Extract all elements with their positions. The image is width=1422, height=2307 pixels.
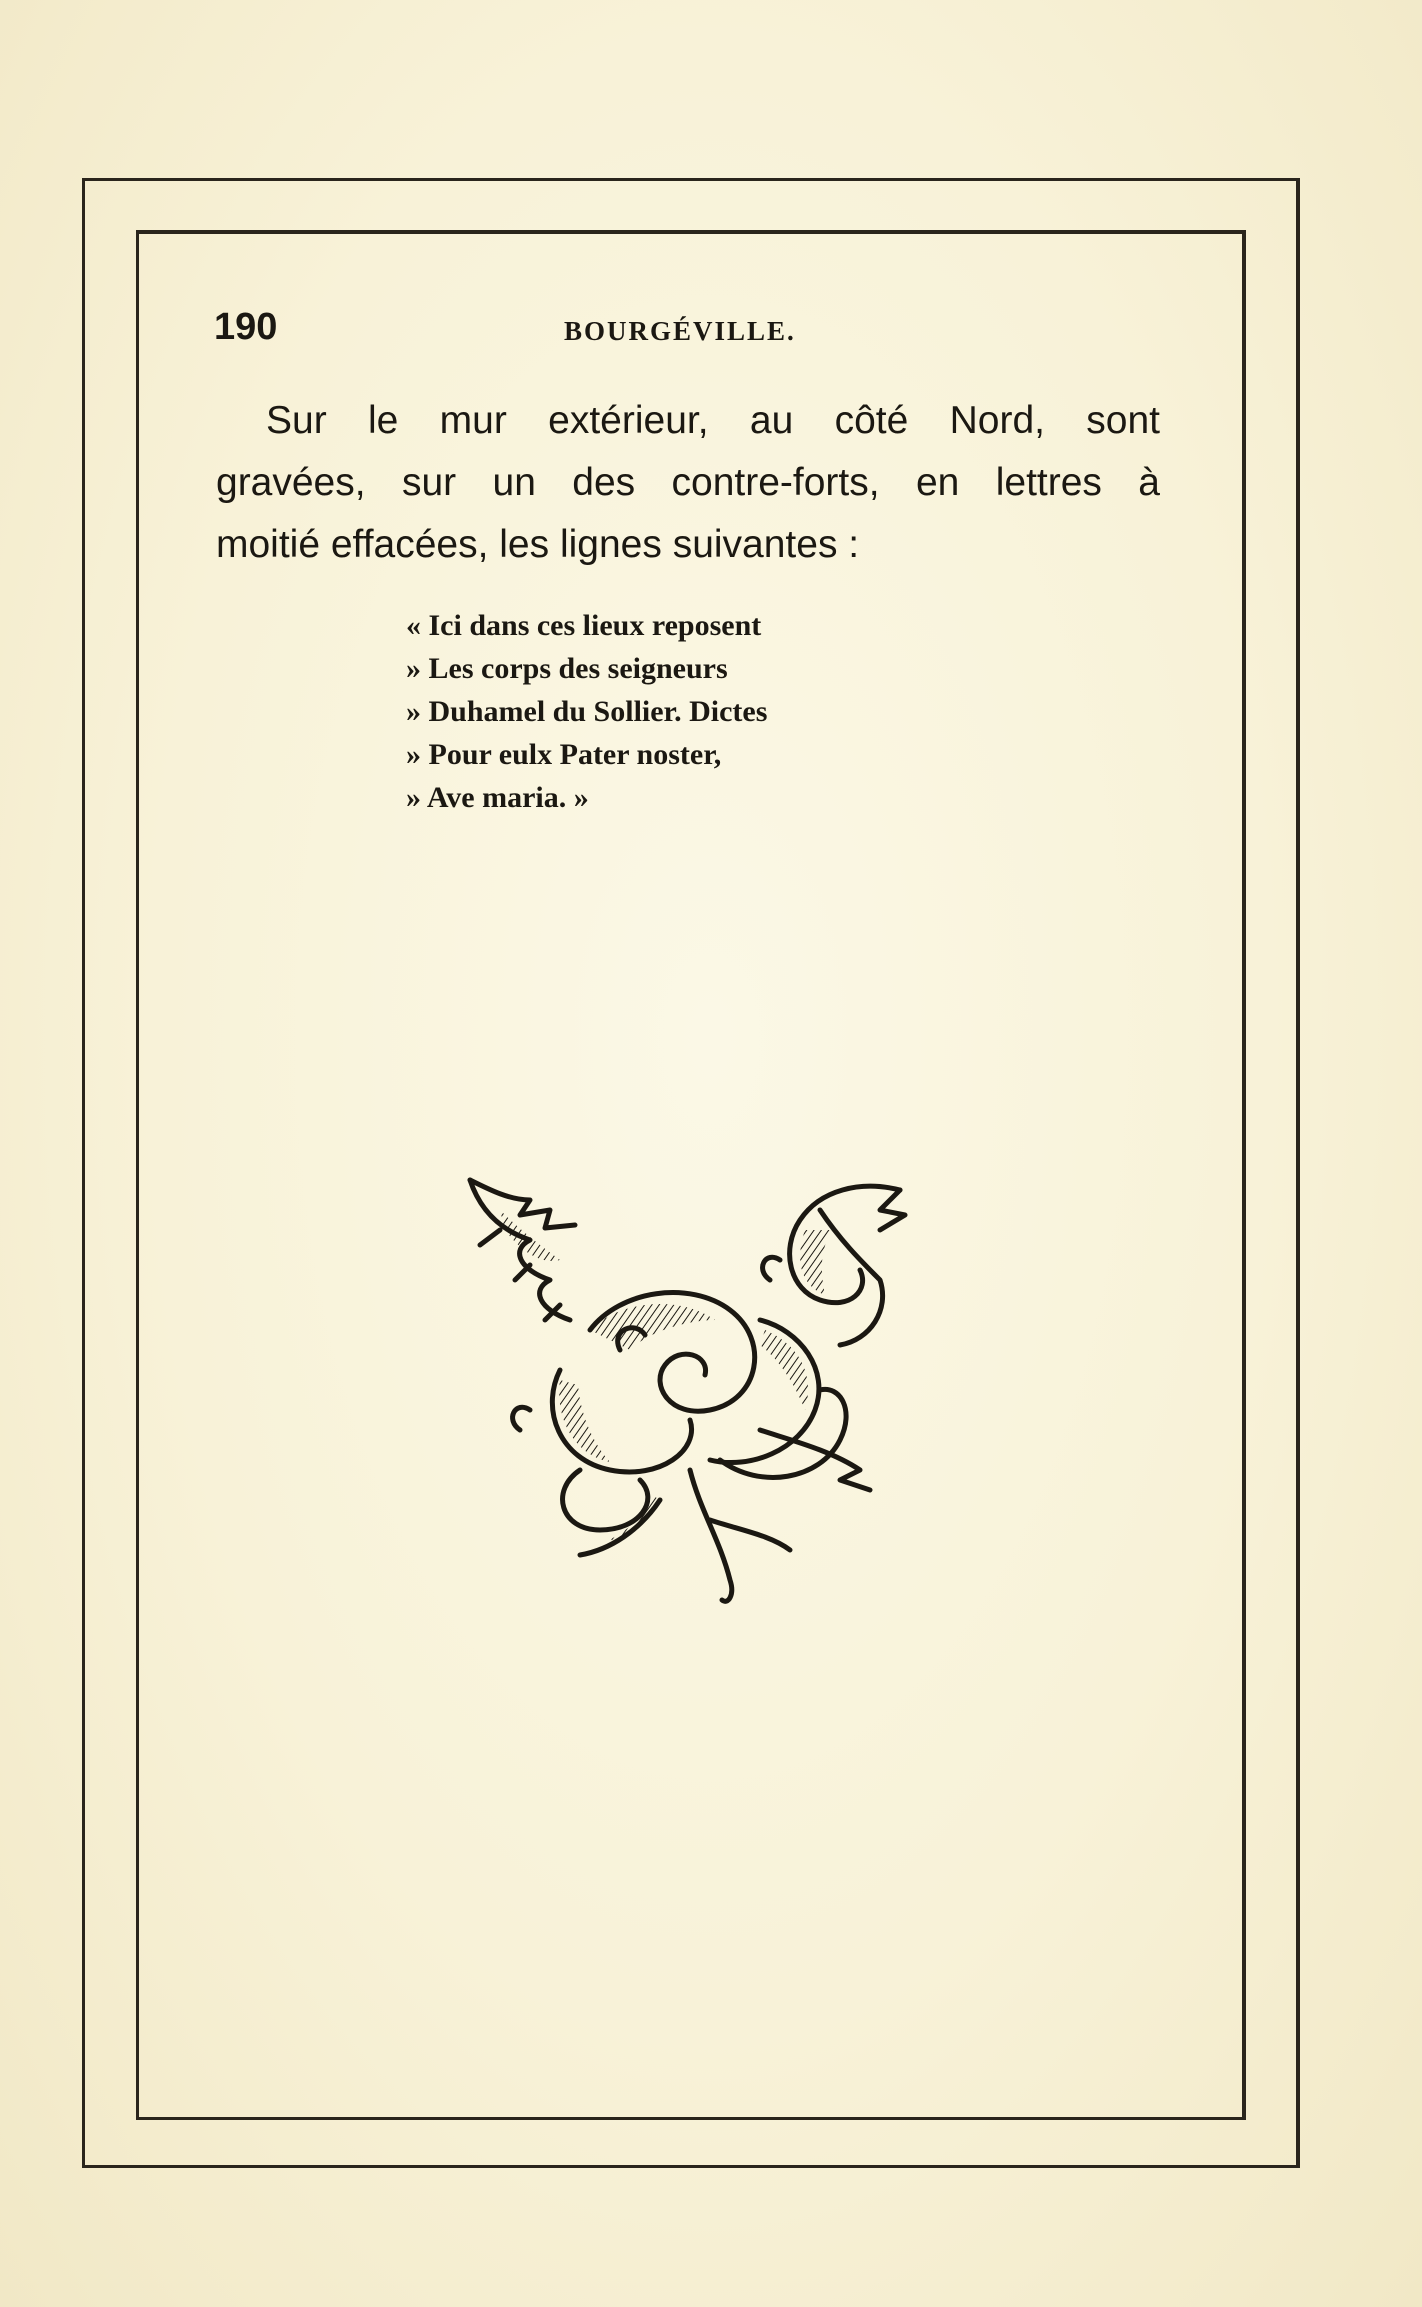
inscription-line: « Ici dans ces lieux reposent	[406, 609, 762, 642]
paragraph-line: gravées, sur un des contre-forts, en lettres à	[216, 461, 1160, 504]
inscription-line: » Les corps des seigneurs	[406, 652, 728, 685]
page-number: 190	[214, 306, 278, 348]
body-paragraph	[216, 390, 1160, 576]
inscription-quote	[406, 604, 767, 819]
inscription-line: » Ave maria. »	[406, 781, 589, 814]
paragraph-line: moitié effacées, les lignes suivantes :	[216, 523, 860, 566]
inscription-line: » Duhamel du Sollier. Dictes	[406, 695, 768, 728]
running-title: BOURGÉVILLE.	[564, 316, 796, 346]
paragraph-line: Sur le mur extérieur, au côté Nord, sont	[266, 399, 1160, 442]
inscription-line: » Pour eulx Pater noster,	[406, 738, 722, 771]
fleuron-icon	[460, 1170, 920, 1610]
running-head	[214, 306, 1174, 366]
